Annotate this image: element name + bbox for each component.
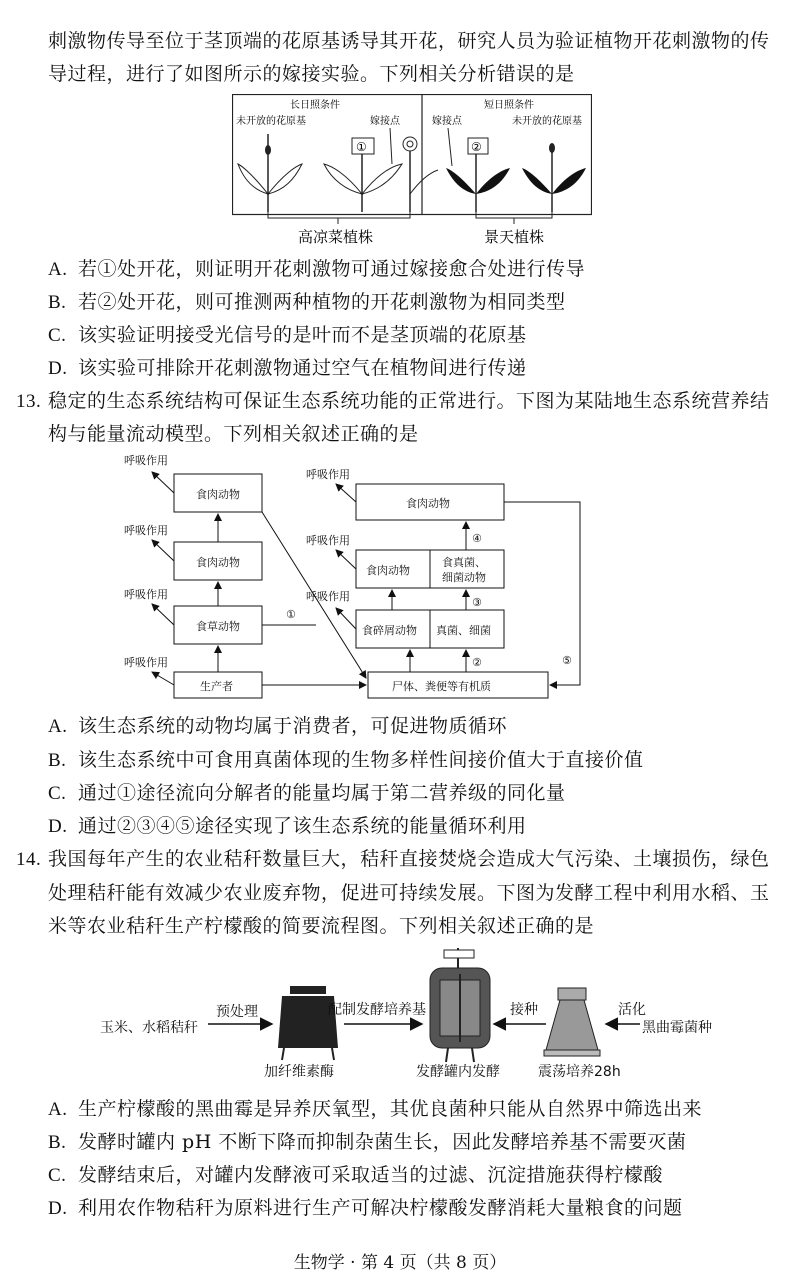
resp-label-6: 呼吸作用: [306, 534, 350, 547]
right-low-right-label: 真菌、细菌: [436, 624, 491, 637]
left-mid-label: 食肉动物: [196, 556, 240, 569]
step-pretreat-label: 预处理: [216, 1004, 258, 1020]
q12-stem-line2: 导过程，进行了如图所示的嫁接实验。下列相关分析错误的是: [48, 63, 575, 85]
q14-option-a: A. 生产柠檬酸的黑曲霉是异养厌氧型，其优良菌种只能从自然界中筛选出来: [48, 1098, 703, 1120]
marker-m4: ④: [472, 532, 482, 545]
resp-label-5: 呼吸作用: [306, 468, 350, 481]
vessel1-label: 加纤维素酶: [264, 1064, 334, 1080]
q12-stem-line1: 刺激物传导至位于茎顶端的花原基诱导其开花，研究人员为验证植物开花刺激物的传: [48, 30, 770, 52]
q12-option-d: D. 该实验可排除开花刺激物通过空气在植物间进行传递: [48, 357, 527, 379]
right-mid-left-label: 食肉动物: [366, 564, 410, 577]
q14-option-c: C. 发酵结束后，对罐内发酵液可采取适当的过滤、沉淀措施获得柠檬酸: [48, 1164, 664, 1186]
right-plant-icon: [446, 128, 586, 212]
vessel3-label: 震荡培养28h: [538, 1064, 621, 1080]
q12-option-b: B. 若②处开花，则可推测两种植物的开花刺激物为相同类型: [48, 291, 566, 313]
right-condition-label: 短日照条件: [484, 100, 534, 111]
left-low-label: 食草动物: [196, 620, 240, 633]
plant-right-label: 景天植株: [484, 228, 545, 246]
q12-grafting-figure: [232, 94, 592, 252]
marker-m2: ②: [472, 656, 482, 669]
marker-1: ①: [356, 140, 367, 154]
marker-m1: ①: [286, 608, 296, 621]
detritus-label: 尸体、粪便等有机质: [392, 680, 491, 693]
graft-point-right-label: 嫁接点: [432, 116, 462, 127]
q13-option-b: B. 该生态系统中可食用真菌体现的生物多样性间接价值大于直接价值: [48, 749, 644, 771]
q14-option-b: B. 发酵时罐内 pH 不断下降而抑制杂菌生长，因此发酵培养基不需要灭菌: [48, 1131, 687, 1153]
right-mid-right-label-1: 食真菌、: [442, 556, 486, 569]
resp-label-7: 呼吸作用: [306, 590, 350, 603]
q13-option-c: C. 通过①途径流向分解者的能量均属于第二营养级的同化量: [48, 782, 566, 804]
raw-material-label: 玉米、水稻秸秆: [100, 1020, 198, 1036]
q12-option-a: A. 若①处开花，则证明开花刺激物可通过嫁接愈合处进行传导: [48, 258, 586, 280]
q14-stem-line1: 14. 我国每年产生的农业秸秆数量巨大，秸秆直接焚烧会造成大气污染、土壤损伤，绿色: [16, 848, 770, 870]
middle-plant-icon: [324, 128, 438, 212]
q14-stem-line2: 处理秸秆能有效减少农业废弃物，促进可持续发展。下图为发酵工程中利用水稻、玉: [48, 882, 770, 904]
page-footer: 生物学 · 第 4 页（共 8 页）: [293, 1253, 507, 1273]
q14-process-flow-figure: [100, 944, 740, 1084]
resp-label-3: 呼吸作用: [124, 588, 168, 601]
q13-option-d: D. 通过②③④⑤途径实现了该生态系统的能量循环利用: [48, 815, 527, 837]
step-medium-label: 配制发酵培养基: [328, 1002, 426, 1018]
step-inoculate-label: 接种: [510, 1002, 538, 1018]
q12-option-c: C. 该实验证明接受光信号的是叶而不是茎顶端的花原基: [48, 324, 527, 346]
left-condition-label: 长日照条件: [290, 100, 340, 111]
fermenter-icon: [430, 948, 490, 1062]
marker-m3: ③: [472, 596, 482, 609]
step-activate-label: 活化: [618, 1002, 646, 1018]
q14-stem-line3: 米等农业秸秆生产柠檬酸的简要流程图。下列相关叙述正确的是: [48, 915, 595, 937]
resp-label-1: 呼吸作用: [124, 454, 168, 467]
shake-flask-icon: [544, 988, 600, 1056]
producer-label: 生产者: [200, 680, 233, 693]
strain-label: 黑曲霉菌种: [642, 1020, 712, 1036]
q14-option-d: D. 利用农作物秸秆为原料进行生产可解决柠檬酸发酵消耗大量粮食的问题: [48, 1197, 683, 1219]
left-plant-icon: [238, 134, 302, 212]
plant-left-label: 高凉菜植株: [298, 228, 374, 246]
right-low-left-label: 食碎屑动物: [362, 624, 417, 637]
left-bud-label: 未开放的花原基: [236, 116, 306, 127]
right-top-label: 食肉动物: [406, 497, 450, 510]
q13-energy-flow-diagram: [110, 450, 610, 708]
marker-2: ②: [471, 140, 482, 154]
resp-label-2: 呼吸作用: [124, 524, 168, 537]
q13-stem-line1: 13. 稳定的生态系统结构可保证生态系统功能的正常进行。下图为某陆地生态系统营养结: [16, 390, 770, 412]
resp-label-4: 呼吸作用: [124, 656, 168, 669]
q13-option-a: A. 该生态系统的动物均属于消费者，可促进物质循环: [48, 715, 508, 737]
marker-m5: ⑤: [562, 654, 572, 667]
vessel2-label: 发酵罐内发酵: [416, 1064, 500, 1080]
right-bud-label: 未开放的花原基: [512, 116, 582, 127]
left-top-label: 食肉动物: [196, 488, 240, 501]
enzyme-vessel-icon: [278, 986, 338, 1060]
q13-stem-line2: 构与能量流动模型。下列相关叙述正确的是: [48, 423, 419, 445]
right-mid-right-label-2: 细菌动物: [442, 571, 486, 584]
graft-point-left-label: 嫁接点: [370, 116, 400, 127]
